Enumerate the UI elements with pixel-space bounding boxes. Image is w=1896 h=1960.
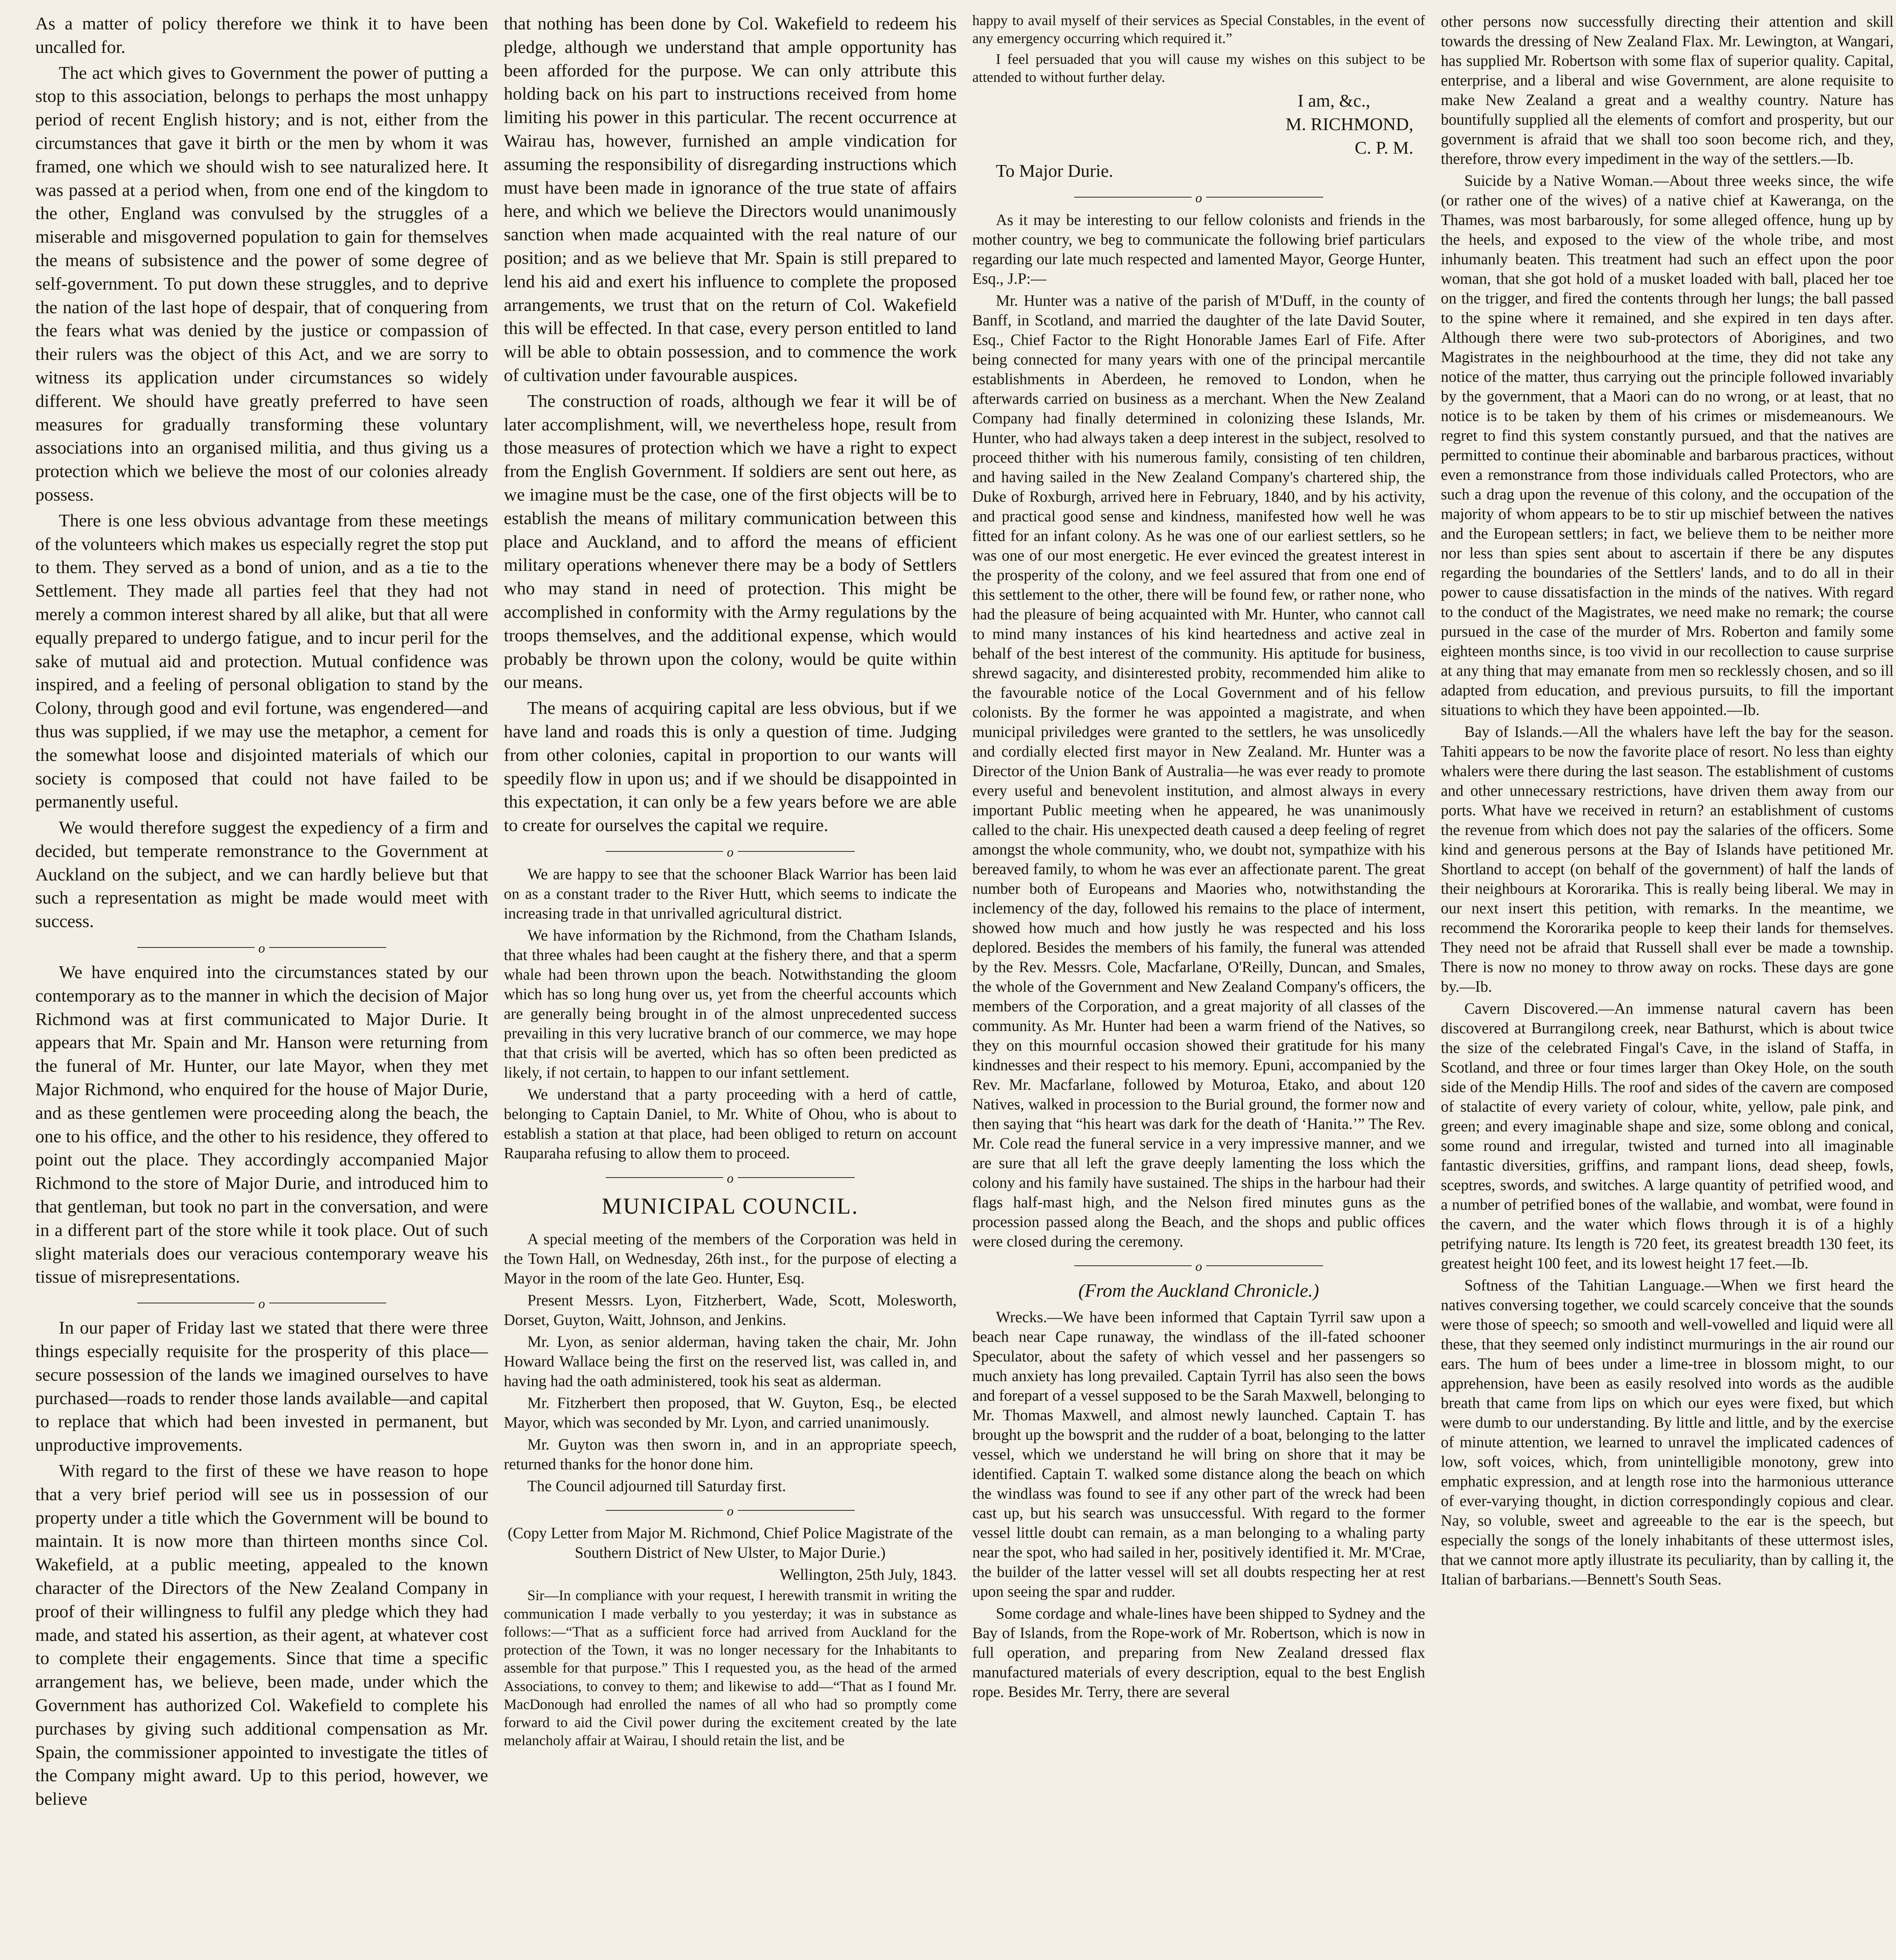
paragraph: The construction of roads, although we fear it will be of later accomplishment, will, we nevertheless hope, result from those measures of protection which we have a right to expect from the English Government. If soldiers are sent out here, as we imagine must be the case, one of the first objects will be to establish the means of military communication between this place and Auckland, and to afford the means of efficient military operations whenever there may be a body of Settlers who may stand in need of protection. This might be accomplished in conformity with the Army regulations by the troops themselves, and the additional expense, which would probably be thrown upon the colony, would be quite within our means. [504,390,957,692]
paragraph: We are happy to see that the schooner Black Warrior has been laid on as a constant trader to the River Hutt, which seems to indicate the increasing trade in that unrivalled agricultural district. [504,865,957,922]
paragraph: The Council adjourned till Saturday first. [527,1477,786,1495]
column-1 [35,12,488,1960]
paragraph: Mr. Lyon, as senior alderman, having taken the chair, Mr. John Howard Wallace being the first on the reserved list, was called in, and having had the oath administered, took his seat as alderman. [504,1333,957,1390]
separator-mark: o [723,1170,737,1187]
paragraph: Bay of Islands.—All the whalers have left the bay for the season. Tahiti appears to be now the favorite place of resort. No less than eighty whalers were there during the last season. The establishment of customs and other unnecessary restrictions, have driven them away from our ports. What have we received in return? an establishment of customs the revenue from which does not pay the salaries of the officers. Some kind and generous persons at the Bay of Islands have petitioned Mr. Shortland to accept (on behalf of the government) of half the lands of their neighbours at Kororarika. This is really being liberal. We may in our next insert this petition, with remarks. In the meantime, we recommend the Kororarika people to keep their lands for themselves. They need not be afraid that Russell shall ever be made a township. There is now no money to throw away on rocks. These days are gone by.—Ib. [1441,723,1894,995]
section-separator [606,845,855,860]
paragraph: We have enquired into the circumstances stated by our contemporary as to the manner in which the decision of Major Richmond was at first communicated to Major Durie. It appears that Mr. Spain and Mr. Hanson were returning from the funeral of Mr. Hunter, our late Mayor, when they met Major Richmond, who enquired for the house of Major Durie, and as these gentlemen were proceeding along the beach, the one to his office, and the other to his residence, they offered to point out the place. They accordingly accompanied Major Richmond to the store of Major Durie, and introduced him to that gentleman, but took no part in the conversation, and were in a different part of the store while it took place. Out of such slight materials does our veracious contemporary weave his tissue of misrepresentations. [35,962,488,1287]
letter-heading: (Copy Letter from Major M. Richmond, Chief Police Magistrate of the Southern District of New Ulster, to Major Durie.) [507,1524,953,1562]
column-2 [504,12,957,1960]
paragraph: With regard to the first of these we have reason to hope that a very brief period will see us in possession of our property under a title which the Government will be bound to maintain. It is now more than thirteen months since Col. Wakefield, at a public meeting, appealed to the known character of the Directors of the New Zealand Company in proof of their willingness to fulfil any pledge which they had made, and stated his assertion, as their agent, at whatever cost to complete their engagements. Since that time a specific arrangement has, we believe, been made, under which the Government has authorized Col. Wakefield to complete his purchases by giving such additional compensation as Mr. Spain, the commissioner appointed to investigate the titles of the Company might award. Up to this period, however, we believe [35,1461,488,1809]
letter-date: Wellington, 25th July, 1843. [779,1566,957,1584]
section-separator [1074,191,1323,206]
separator-mark: o [254,1296,269,1313]
letter-body: Sir—In compliance with your request, I herewith transmit in writing the communication I made verbally to you yesterday; it was in substance as follows:—“That as a sufficient force had arrived from Auckland for the protection of the Town, it was no longer necessary for the Inhabitants to assemble for that purpose.” This I requested you, as the head of the armed Associations, to convey to them; and likewise to add—“That as I found Mr. MacDonough had enrolled the names of all who had so promptly come forward to aid the Civil power during the excitement created by the late melancholy affair at Wairau, I should retain the list, and be [504,1588,957,1749]
letter-signature-name: M. RICHMOND, [1286,114,1413,134]
paragraph: As a matter of policy therefore we think it to have been uncalled for. [35,13,488,57]
paragraph: Mr. Fitzherbert then proposed, that W. Guyton, Esq., be elected Mayor, which was seconded by Mr. Lyon, and carried unanimously. [504,1394,957,1432]
letter-closing: I feel persuaded that you will cause my wishes on this subject to be attended to without further delay. [972,51,1425,85]
letter-signature-line: I am, &c., [1297,91,1370,111]
paragraph: Wrecks.—We have been informed that Captain Tyrril saw upon a beach near Cape runaway, the windlass of the ill-fated schooner Speculator, about the safety of which vessel and her passengers so much anxiety has long prevailed. Captain Tyrril has also seen the bows and forepart of a vessel supposed to be the Sarah Maxwell, belonging to Mr. Thomas Maxwell, and almost newly launched. Captain T. has brought up the bowsprit and the rudder of a boat, belonging to the latter vessel, which we understand he will bring on shore that it may be identified. Captain T. walked some distance along the beach on which the windlass was found to see if any other part of the wreck had been cast up, but his search was unsuccessful. With regard to the former vessel little doubt can remain, as a man belonging to a whaling party near the spot, who had sailed in her, positively identified it. Mr. M'Crae, the builder of the latter vessel will set all doubts respecting her at rest upon seeing the spar and rudder. [972,1308,1425,1600]
separator-mark: o [1191,1258,1206,1276]
paragraph: The means of acquiring capital are less obvious, but if we have land and roads this is only a question of time. Judging from other colonies, capital in proportion to our wants will speedily flow in upon us; and if we should be disappointed in this expectation, it can only be a few years before we are able to create for ourselves the capital we require. [504,698,957,835]
paragraph: The act which gives to Government the power of putting a stop to this association, belongs to perhaps the most unhappy period of recent English history; and is not, either from the circumstances that gave it birth or the men by whom it was framed, one which we should wish to see naturalized here. It was passed at a period when, from one end of the kingdom to the other, England was convulsed by the struggles of a miserable and misgoverned population to gain for themselves the means of subsistence and the power of some degree of self-government. To put down these struggles, and to deprive the nation of the last hope of despair, that of conquering from the fears what was denied by the justice or compassion of their rulers was the object of this Act, and we are sorry to witness its application under circumstances so widely different. We should have greatly preferred to have seen measures for gradually transforming these voluntary associations into an organised militia, and thus giving us a protection which we believe the most of our colonies already possess. [35,62,488,505]
letter-continuation: happy to avail myself of their services as Special Constables, in the event of any emergency occurring which required it.” [972,13,1425,47]
section-separator [606,1171,855,1186]
paragraph: We have information by the Richmond, from the Chatham Islands, that three whales had been caught at the fishery there, and that a sperm whale had been thrown upon the beach. Notwithstanding the gloom which has so long hung over us, yet from the cheerful accounts which are generally being brought in of the almost unprecedented success prevailing in this very lucrative branch of our commerce, we may hope that that crisis will be averted, which has so often been predicted as likely, if not certain, to happen to our infant settlement. [504,926,957,1081]
section-separator [1074,1259,1323,1274]
separator-mark: o [723,1503,737,1520]
paragraph: Suicide by a Native Woman.—About three weeks since, the wife (or rather one of the wives) of a native chief at Kaweranga, on the Thames, was most barbarously, for some alleged offence, hung up by the heels, and exposed to the view of the whole tribe, and most inhumanly beaten. This treatment had such an effect upon the poor woman, that she got hold of a musket loaded with ball, placed her toe on the trigger, and fired the contents through her lungs; the ball passed to the spine where it remained, and she expired in ten days after. Although there were two sub-protectors of Aborigines, and two Magistrates in the neighbourhood at the time, they did not take any notice of the matter, thus carrying out the principle followed invariably by the government, that a Maori can do no wrong, or at least, that no notice is to be taken by them of his crimes or misdemeanours. We regret to find this system constantly pursued, and that the natives are permitted to continue their abominable and barbarous practices, without even a remonstrance from those individuals called Protectors, who are such a drag upon the revenue of this colony, and the occupation of the majority of whom appears to be to stir up mischief between the natives and the European settlers; in fact, we believe them to be neither more nor less than spies sent about to ascertain if there be any disputes regarding the boundaries of the Settlers' lands, and to do all in their power to cause dissatisfaction in the minds of the natives. With regard to the conduct of the Magistrates, we need make no remark; the course pursued in the case of the murder of Mrs. Roberton and family some eighteen months since, is too vivid in our recollection to cause surprise at any thing that may emanate from men so recklessly chosen, and so ill adapted from education, and previous pursuits, to fill the important situations to which they have been appointed.—Ib. [1441,172,1894,719]
paragraph: Cavern Discovered.—An immense natural cavern has been discovered at Burrangilong creek, near Bathurst, which is about twice the size of the celebrated Fingal's Cave, in the island of Staffa, in Scotland, and three or four times larger than Okey Hole, on the south side of the Mendip Hills. The roof and sides of the cavern are composed of stalactite of every variety of colour, white, yellow, pale pink, and green; and every imaginable shape and size, some oblong and conical, some round and irregular, twisted and turned into all imaginable fantastic diversities, griffins, and rampant lions, dead sheep, fowls, sceptres, swords, and switches. A large quantity of petrified wood, and a number of petrified bones of the wallabie, and wombat, were found in the cavern, and the water which flows through it is of a highly petrifying nature. Its length is 720 feet, its greatest breadth 130 feet, its greatest height 100 feet, and its lowest height 17 feet.—Ib. [1441,1000,1894,1272]
section-heading: MUNICIPAL COUNCIL. [601,1193,859,1219]
paragraph: Softness of the Tahitian Language.—When we first heard the natives conversing together, we could scarcely conceive that the sounds were those of speech; so smooth and well-vowelled and liquid were all these, that they seemed only indistinct murmurings in the air round our ears. The hum of bees under a lime-tree in blossom might, to our apprehension, have been as easily resolved into words as the audible breath that came from lips on which our eyes were fixed, but which were dumb to our understanding. By little and little, and by the exercise of minute attention, we learned to unravel the implicated cadences of low, soft voices, which, from unintelligible monotony, grew into emphatic expression, and at length rose into the harmonious utterance of ever-varying thought, in diction correspondingly copious and clear. Nay, so voluble, sweet and agreeable to the ear is the speech, but especially the songs of the lonely inhabitants of these uttermost isles, that we cannot more aptly illustrate its peculiarity, than by calling it, the Italian of barbarians.—Bennett's South Seas. [1441,1276,1894,1588]
separator-mark: o [254,940,269,957]
section-separator [137,1297,386,1312]
paragraph: We would therefore suggest the expediency of a firm and decided, but temperate remonstrance to the Government at Auckland on the subject, and we can hardly believe but that such a representation as might be made would meet with success. [35,817,488,931]
paragraph: other persons now successfully directing their attention and skill towards the dressing of New Zealand Flax. Mr. Lewington, at Wangari, has supplied Mr. Robertson with some flax of superior quality. Capital, enterprise, and a liberal and wise Government, are alone requisite to make New Zealand a great and a wealthy country. Nature has bountifully supplied all the elements of comfort and prosperity, but our government is afraid that we shall too soon become rich, and they, therefore, throw every impediment in the way of the settlers.—Ib. [1441,13,1894,167]
column-3 [972,12,1425,1960]
letter-signature-title: C. P. M. [1355,137,1413,158]
paragraph: Mr. Hunter was a native of the parish of M'Duff, in the county of Banff, in Scotland, and married the daughter of the late David Souter, Esq., Chief Factor to the Right Honorable James Earl of Fife. After being connected for many years with one of the principal mercantile establishments in Aberdeen, he removed to London, when he afterwards carried on business as a merchant. When the New Zealand Company had finally determined in colonizing these Islands, Mr. Hunter, who had always taken a deep interest in the subject, resolved to proceed thither with his numerous family, consisting of ten children, and having sailed in the New Zealand Company's chartered ship, the Duke of Roxburgh, arrived here in February, 1840, and by his activity, and practical good sense and kindness, manifested how well he was fitted for an infant colony. As he was one of our earliest settlers, so he was one of our most energetic. He ever evinced the greatest interest in the prosperity of the colony, and we feel assured that from one end of this settlement to the other, there will be found few, or rather none, who had the pleasure of being acquainted with Mr. Hunter, who cannot call to mind many instances of his kind heartedness and active zeal in behalf of the best interest of the community. His aptitude for business, shrewd sagacity, and disinterested probity, recommended him alike to the favourable notice of the Local Government and of his fellow colonists. By the former he was appointed a magistrate, and when municipal priviledges were granted to the settlers, he was unsolicedly and cordially elected first mayor in New Zealand. Mr. Hunter was a Director of the Union Bank of Australia—he was ever ready to promote every useful and benevolent institution, and almost always in every important Public meeting when he appeared, he was unanimously called to the chair. His unexpected death caused a deep feeling of regret amongst the whole community, who, we doubt not, sympathize with his bereaved family, to whom he was ever an affectionate parent. The great number both of Europeans and Maories who, notwithstanding the inclemency of the day, followed his remains to the place of interment, showed how much and how justly he was respected and his loss deplored. Besides the members of his family, the funeral was attended by the Rev. Messrs. Cole, Macfarlane, O'Reilly, Duncan, and Smales, the whole of the Government and New Zealand Company's officers, the members of the Corporation, and a great majority of all classes of the community. As Mr. Hunter had been a warm friend of the Natives, so they on this mournful occasion showed their gratitude for his many kindnesses and their respect to his memory. Epuni, accompanied by the Rev. Mr. Macfarlane, followed by Moturoa, Etako, and about 120 Natives, walked in procession to the Burial ground, the former now and then saying that “his heart was dark for the death of ‘Hanita.’” The Rev. Mr. Cole read the funeral service in a very impressive manner, and we are sure that all left the grave deeply lamenting the loss which the colony and his family have sustained. The ships in the harbour had their flags half-mast high, and the Nelson fired minutes guns as the procession passed along the Beach, and the shops and public offices were closed during the ceremony. [972,292,1425,1250]
section-separator [606,1504,855,1519]
separator-mark: o [723,844,737,861]
paragraph: Some cordage and whale-lines have been shipped to Sydney and the Bay of Islands, from the Rope-work of Mr. Robertson, which is now in full operation, and preparing from New Zealand dressed flax manufactured materials of every description, equal to the best English rope. Besides Mr. Terry, there are several [972,1604,1425,1700]
letter-recipient: To Major Durie. [996,161,1113,181]
column-4 [1441,12,1894,1960]
separator-mark: o [1191,190,1206,207]
paragraph: A special meeting of the members of the Corporation was held in the Town Hall, on Wednesday, 26th inst., for the purpose of electing a Mayor in the room of the late Geo. Hunter, Esq. [504,1230,957,1287]
section-separator [137,941,386,956]
paragraph: In our paper of Friday last we stated that there were three things especially requisite for the prosperity of this place—secure possession of the lands we imagined ourselves to have purchased—roads to render those lands available—and capital to replace that which had been invested in permanent, but unproductive improvements. [35,1318,488,1455]
paragraph: There is one less obvious advantage from these meetings of the volunteers which makes us especially regret the stop put to them. They served as a bond of union, and as a tie to the Settlement. They made all parties feel that they had not merely a common interest shared by all alike, but that all were equally prepared to undergo fatigue, and to incur peril for the sake of mutual aid and protection. Mutual confidence was inspired, and a feeling of personal obligation to stand by the Colony, through good and evil fortune, was engendered—and thus was supplied, if we may use the metaphor, a cement for the somewhat loose and disjointed materials of which our society is composed that could not have failed to be permanently useful. [35,510,488,812]
source-subheading: (From the Auckland Chronicle.) [1078,1280,1319,1301]
paragraph: Mr. Guyton was then sworn in, and in an appropriate speech, returned thanks for the honor done him. [504,1436,957,1473]
paragraph: that nothing has been done by Col. Wakefield to redeem his pledge, although we understand that ample opportunity has been afforded for the purpose. We can only attribute this holding back on his part to instructions received from home limiting his power in this particular. The recent occurrence at Wairau has, however, furnished an ample vindication for assuming the responsibility of disregarding instructions which must have been made in ignorance of the true state of affairs here, and which we believe the Directors would unanimously sanction when made acquainted with the real nature of our position; and as we believe that Mr. Spain is still prepared to lend his aid and exert his influence to complete the proposed arrangements, we trust that on the return of Col. Wakefield this will be effected. In that case, every person entitled to land will be able to obtain possession, and to commence the work of cultivation under favourable auspices. [504,13,957,385]
paragraph: Present Messrs. Lyon, Fitzherbert, Wade, Scott, Molesworth, Dorset, Guyton, Waitt, Johnson, and Jenkins. [504,1291,957,1329]
paragraph: As it may be interesting to our fellow colonists and friends in the mother country, we beg to communicate the following brief particulars regarding our late much respected and lamented Mayor, George Hunter, Esq., J.P:— [972,211,1425,288]
paragraph: We understand that a party proceeding with a herd of cattle, belonging to Captain Daniel, to Mr. White of Ohou, who is about to establish a station at that place, had been obliged to return on account Rauparaha refusing to allow them to proceed. [504,1085,957,1162]
